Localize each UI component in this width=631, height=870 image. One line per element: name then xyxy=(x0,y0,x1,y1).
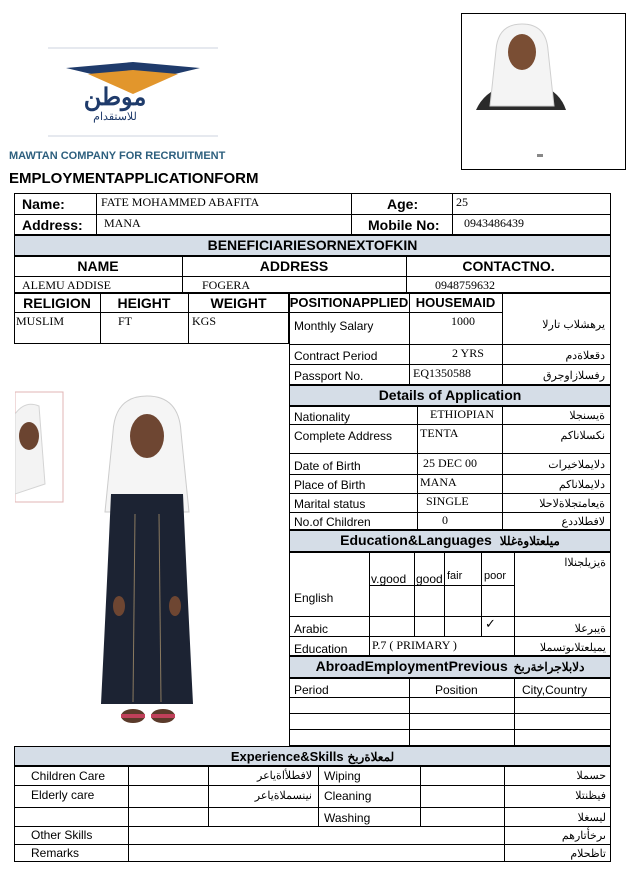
name-label: Name: xyxy=(22,196,65,212)
beneficiary-address-value: FOGERA xyxy=(202,278,251,292)
mobile-label: Mobile No: xyxy=(368,217,440,233)
passport-arabic: رفسلازاوجرق xyxy=(542,370,605,382)
experience-skills-title: Experience&Skills xyxy=(230,749,344,764)
washing-arabic: ليسغلا xyxy=(577,812,606,824)
age-label: Age: xyxy=(387,196,419,212)
children-care-arabic: لافطلأاةياعر xyxy=(257,770,312,782)
elderly-care-arabic: نينسملاةياعر xyxy=(254,790,312,802)
other-skills-arabic: ىرخأتارهم xyxy=(561,830,606,842)
religion-header: RELIGION xyxy=(23,295,91,311)
experience-skills-title-arabic: لمعلاةربخ xyxy=(347,750,395,764)
details-of-application-header: Details of Application xyxy=(289,385,611,406)
remarks-label: Remarks xyxy=(31,846,80,860)
place-of-birth-value: MANA xyxy=(420,475,457,489)
abroad-country-header: City,Country xyxy=(522,683,588,697)
mobile-value: 0943486439 xyxy=(464,216,524,230)
wiping-arabic: حسملا xyxy=(576,770,606,782)
cleaning-arabic: فيظنتلا xyxy=(575,790,606,802)
place-of-birth-label: Place of Birth xyxy=(294,478,366,492)
children-count-label: No.of Children xyxy=(294,515,371,529)
form-title: EMPLOYMENTAPPLICATIONFORM xyxy=(9,170,259,187)
complete-address-label: Complete Address xyxy=(294,429,393,443)
abroad-employment-header xyxy=(289,656,611,678)
beneficiary-contact-value: 0948759632 xyxy=(435,278,495,292)
other-skills-label: Other Skills xyxy=(31,828,93,842)
weight-header: WEIGHT xyxy=(210,295,267,311)
abroad-employment-title: AbroadEmploymentPrevious xyxy=(315,658,508,674)
cleaning-label: Cleaning xyxy=(324,789,372,803)
complete-address-value: TENTA xyxy=(420,426,459,440)
date-of-birth-label: Date of Birth xyxy=(294,459,361,473)
washing-label: Washing xyxy=(324,811,371,825)
contract-period-label: Contract Period xyxy=(294,349,378,363)
arabic-label: Arabic xyxy=(294,622,329,636)
monthly-salary-label: Monthly Salary xyxy=(294,319,374,333)
education-languages-title: Education&Languages xyxy=(340,532,492,548)
elderly-care-label: Elderly care xyxy=(31,788,95,802)
complete-address-arabic: نكسلاناكم xyxy=(560,430,605,442)
applicant-portrait-photo xyxy=(461,13,626,170)
beneficiary-name-header: NAME xyxy=(77,258,119,274)
children-count-value: 0 xyxy=(442,513,448,527)
contract-period-arabic: دقعلاةدم xyxy=(565,350,605,362)
height-value: FT xyxy=(118,314,133,328)
abroad-period-header: Period xyxy=(294,683,329,697)
weight-value: KGS xyxy=(192,314,217,328)
contract-period-value: 2 YRS xyxy=(452,346,484,360)
abroad-position-header: Position xyxy=(435,683,478,697)
abroad-employment-title-arabic: دلابلاجراخةربخ xyxy=(513,660,585,674)
position-applied-header: POSITIONAPPLIED xyxy=(289,295,409,310)
beneficiary-address-header: ADDRESS xyxy=(259,258,329,274)
children-count-arabic: لافطلاددع xyxy=(561,516,605,528)
level-good: good xyxy=(416,572,443,586)
beneficiary-contact-header: CONTACTNO. xyxy=(462,258,555,274)
passport-label: Passport No. xyxy=(294,369,364,383)
level-fair: fair xyxy=(447,570,463,582)
level-vgood: v.good xyxy=(371,572,407,586)
position-applied-value: HOUSEMAID xyxy=(415,295,496,310)
applicant-full-body-photo xyxy=(15,344,289,746)
arabic-arabic-label: ةيبرعلا xyxy=(574,623,606,635)
company-name: MAWTAN COMPANY FOR RECRUITMENT xyxy=(9,150,226,162)
name-value: FATE MOHAMMED ABAFITA xyxy=(101,195,260,209)
passport-value: EQ1350588 xyxy=(413,366,471,380)
nationality-label: Nationality xyxy=(294,410,351,424)
logo-arabic-text: موطن xyxy=(83,84,147,111)
education-languages-title-arabic: ميلعتلاوةغللا xyxy=(499,534,560,548)
marital-status-value: SINGLE xyxy=(426,494,469,508)
address-value: MANA xyxy=(104,216,141,230)
nationality-arabic: ةيسنجلا xyxy=(569,410,605,422)
arabic-poor-check: ✓ xyxy=(485,616,496,631)
religion-value: MUSLIM xyxy=(16,314,65,328)
children-care-label: Children Care xyxy=(31,769,106,783)
level-poor: poor xyxy=(484,570,507,582)
date-of-birth-arabic: دلايملاخيرات xyxy=(548,459,605,471)
nationality-value: ETHIOPIAN xyxy=(430,407,494,421)
education-value: P.7 ( PRIMARY ) xyxy=(372,638,457,652)
beneficiaries-header: BENEFICIARIESORNEXTOFKIN xyxy=(14,235,611,256)
place-of-birth-arabic: دلايملاناكم xyxy=(558,479,605,491)
education-languages-header xyxy=(289,530,611,552)
education-label: Education xyxy=(294,642,348,656)
monthly-salary-arabic: يرهشلاب تارلا xyxy=(542,319,605,331)
monthly-salary-value: 1000 xyxy=(451,314,475,328)
beneficiary-name-value: ALEMU ADDISE xyxy=(22,278,111,292)
english-arabic-label: ةيزيلجنلاا xyxy=(564,557,606,569)
marital-status-label: Marital status xyxy=(294,497,366,511)
wiping-label: Wiping xyxy=(324,769,361,783)
education-arabic-label: يميلعتلاىوتسملا xyxy=(539,642,606,654)
remarks-arabic: تاظحلام xyxy=(570,848,606,860)
marital-status-arabic: ةيعامتجلاةلاحلا xyxy=(539,498,605,510)
logo-arabic-subtext: للاستقدام xyxy=(93,111,137,123)
experience-skills-header xyxy=(14,746,611,766)
date-of-birth-value: 25 DEC 00 xyxy=(423,456,477,470)
height-header: HEIGHT xyxy=(117,295,171,311)
address-label: Address: xyxy=(22,217,83,233)
english-label: English xyxy=(294,591,334,605)
age-value: 25 xyxy=(456,195,468,209)
